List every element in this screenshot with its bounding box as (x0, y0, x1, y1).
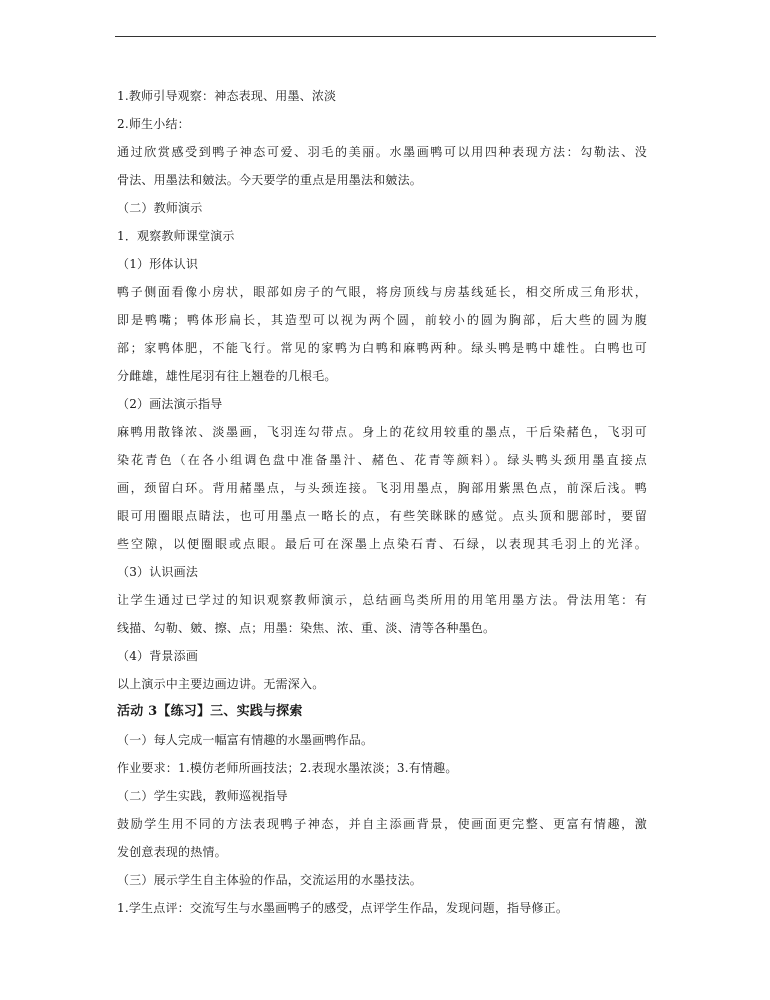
text-line: 眼可用圈眼点睛法，也可用墨点一略长的点，有些笑眯眯的感觉。点头顶和腮部时，要留 (117, 509, 647, 523)
activity-heading: 活动 3【练习】三、实践与探索 (117, 704, 303, 719)
text-line: 1．观察教师课堂演示 (117, 229, 235, 243)
text-line: 鼓励学生用不同的方法表现鸭子神态，并自主添画背景，使画面更完整、更富有情趣，激 (117, 817, 647, 831)
text-line: 1.教师引导观察：神态表现、用墨、浓淡 (117, 89, 337, 103)
text-line: 发创意表现的热情。 (117, 845, 227, 859)
text-line: 1.学生点评：交流写生与水墨画鸭子的感受，点评学生作品，发现问题，指导修正。 (117, 901, 569, 915)
text-line: 作业要求：1.模仿老师所画技法；2.表现水墨浓淡；3.有情趣。 (117, 761, 458, 775)
text-line: 麻鸭用散锋浓、淡墨画，飞羽连勾带点。身上的花纹用较重的墨点，干后染赭色，飞羽可 (117, 425, 647, 439)
header-rule (115, 36, 656, 37)
subsection-heading: （2）画法演示指导 (117, 397, 223, 411)
section-heading: （一）每人完成一幅富有情趣的水墨画鸭作品。 (117, 733, 374, 747)
subsection-heading: （4）背景添画 (117, 649, 199, 663)
text-line: 线描、勾勒、皴、擦、点；用墨：染焦、浓、重、淡、清等各种墨色。 (117, 621, 496, 635)
subsection-heading: （3）认识画法 (117, 565, 199, 579)
text-line: 让学生通过已学过的知识观察教师演示，总结画鸟类所用的用笔用墨方法。骨法用笔：有 (117, 593, 647, 607)
text-line: 分雌雄，雄性尾羽有往上翘卷的几根毛。 (117, 369, 337, 383)
section-heading: （二）学生实践，教师巡视指导 (117, 789, 288, 803)
section-heading: （三）展示学生自主体验的作品，交流运用的水墨技法。 (117, 873, 423, 887)
text-line: 画，颈留白环。背用赭墨点，与头颈连接。飞羽用墨点，胸部用紫黑色点，前深后浅。鸭 (117, 481, 647, 495)
text-line: 即是鸭嘴；鸭体形扁长，其造型可以视为两个圆，前较小的圆为胸部，后大些的圆为腹 (117, 313, 647, 327)
text-line: 2.师生小结： (117, 117, 190, 131)
section-heading: （二）教师演示 (117, 201, 203, 215)
text-line: 以上演示中主要边画边讲。无需深入。 (117, 677, 325, 691)
text-line: 通过欣赏感受到鸭子神态可爱、羽毛的美丽。水墨画鸭可以用四种表现方法：勾勒法、没 (117, 145, 647, 159)
text-line: 骨法、用墨法和皴法。今天要学的重点是用墨法和皴法。 (117, 173, 423, 187)
text-line: 染花青色（在各小组调色盘中准备墨汁、赭色、花青等颜料）。绿头鸭头颈用墨直接点 (117, 453, 647, 467)
subsection-heading: （1）形体认识 (117, 257, 199, 271)
text-line: 部；家鸭体肥，不能飞行。常见的家鸭为白鸭和麻鸭两种。绿头鸭是鸭中雄性。白鸭也可 (117, 341, 647, 355)
text-line: 鸭子侧面看像小房状，眼部如房子的气眼，将房顶线与房基线延长，相交所成三角形状， (117, 285, 647, 299)
text-line: 些空隙，以便圈眼或点眼。最后可在深墨上点染石青、石绿，以表现其毛羽上的光泽。 (117, 537, 647, 551)
document-body (117, 89, 647, 929)
